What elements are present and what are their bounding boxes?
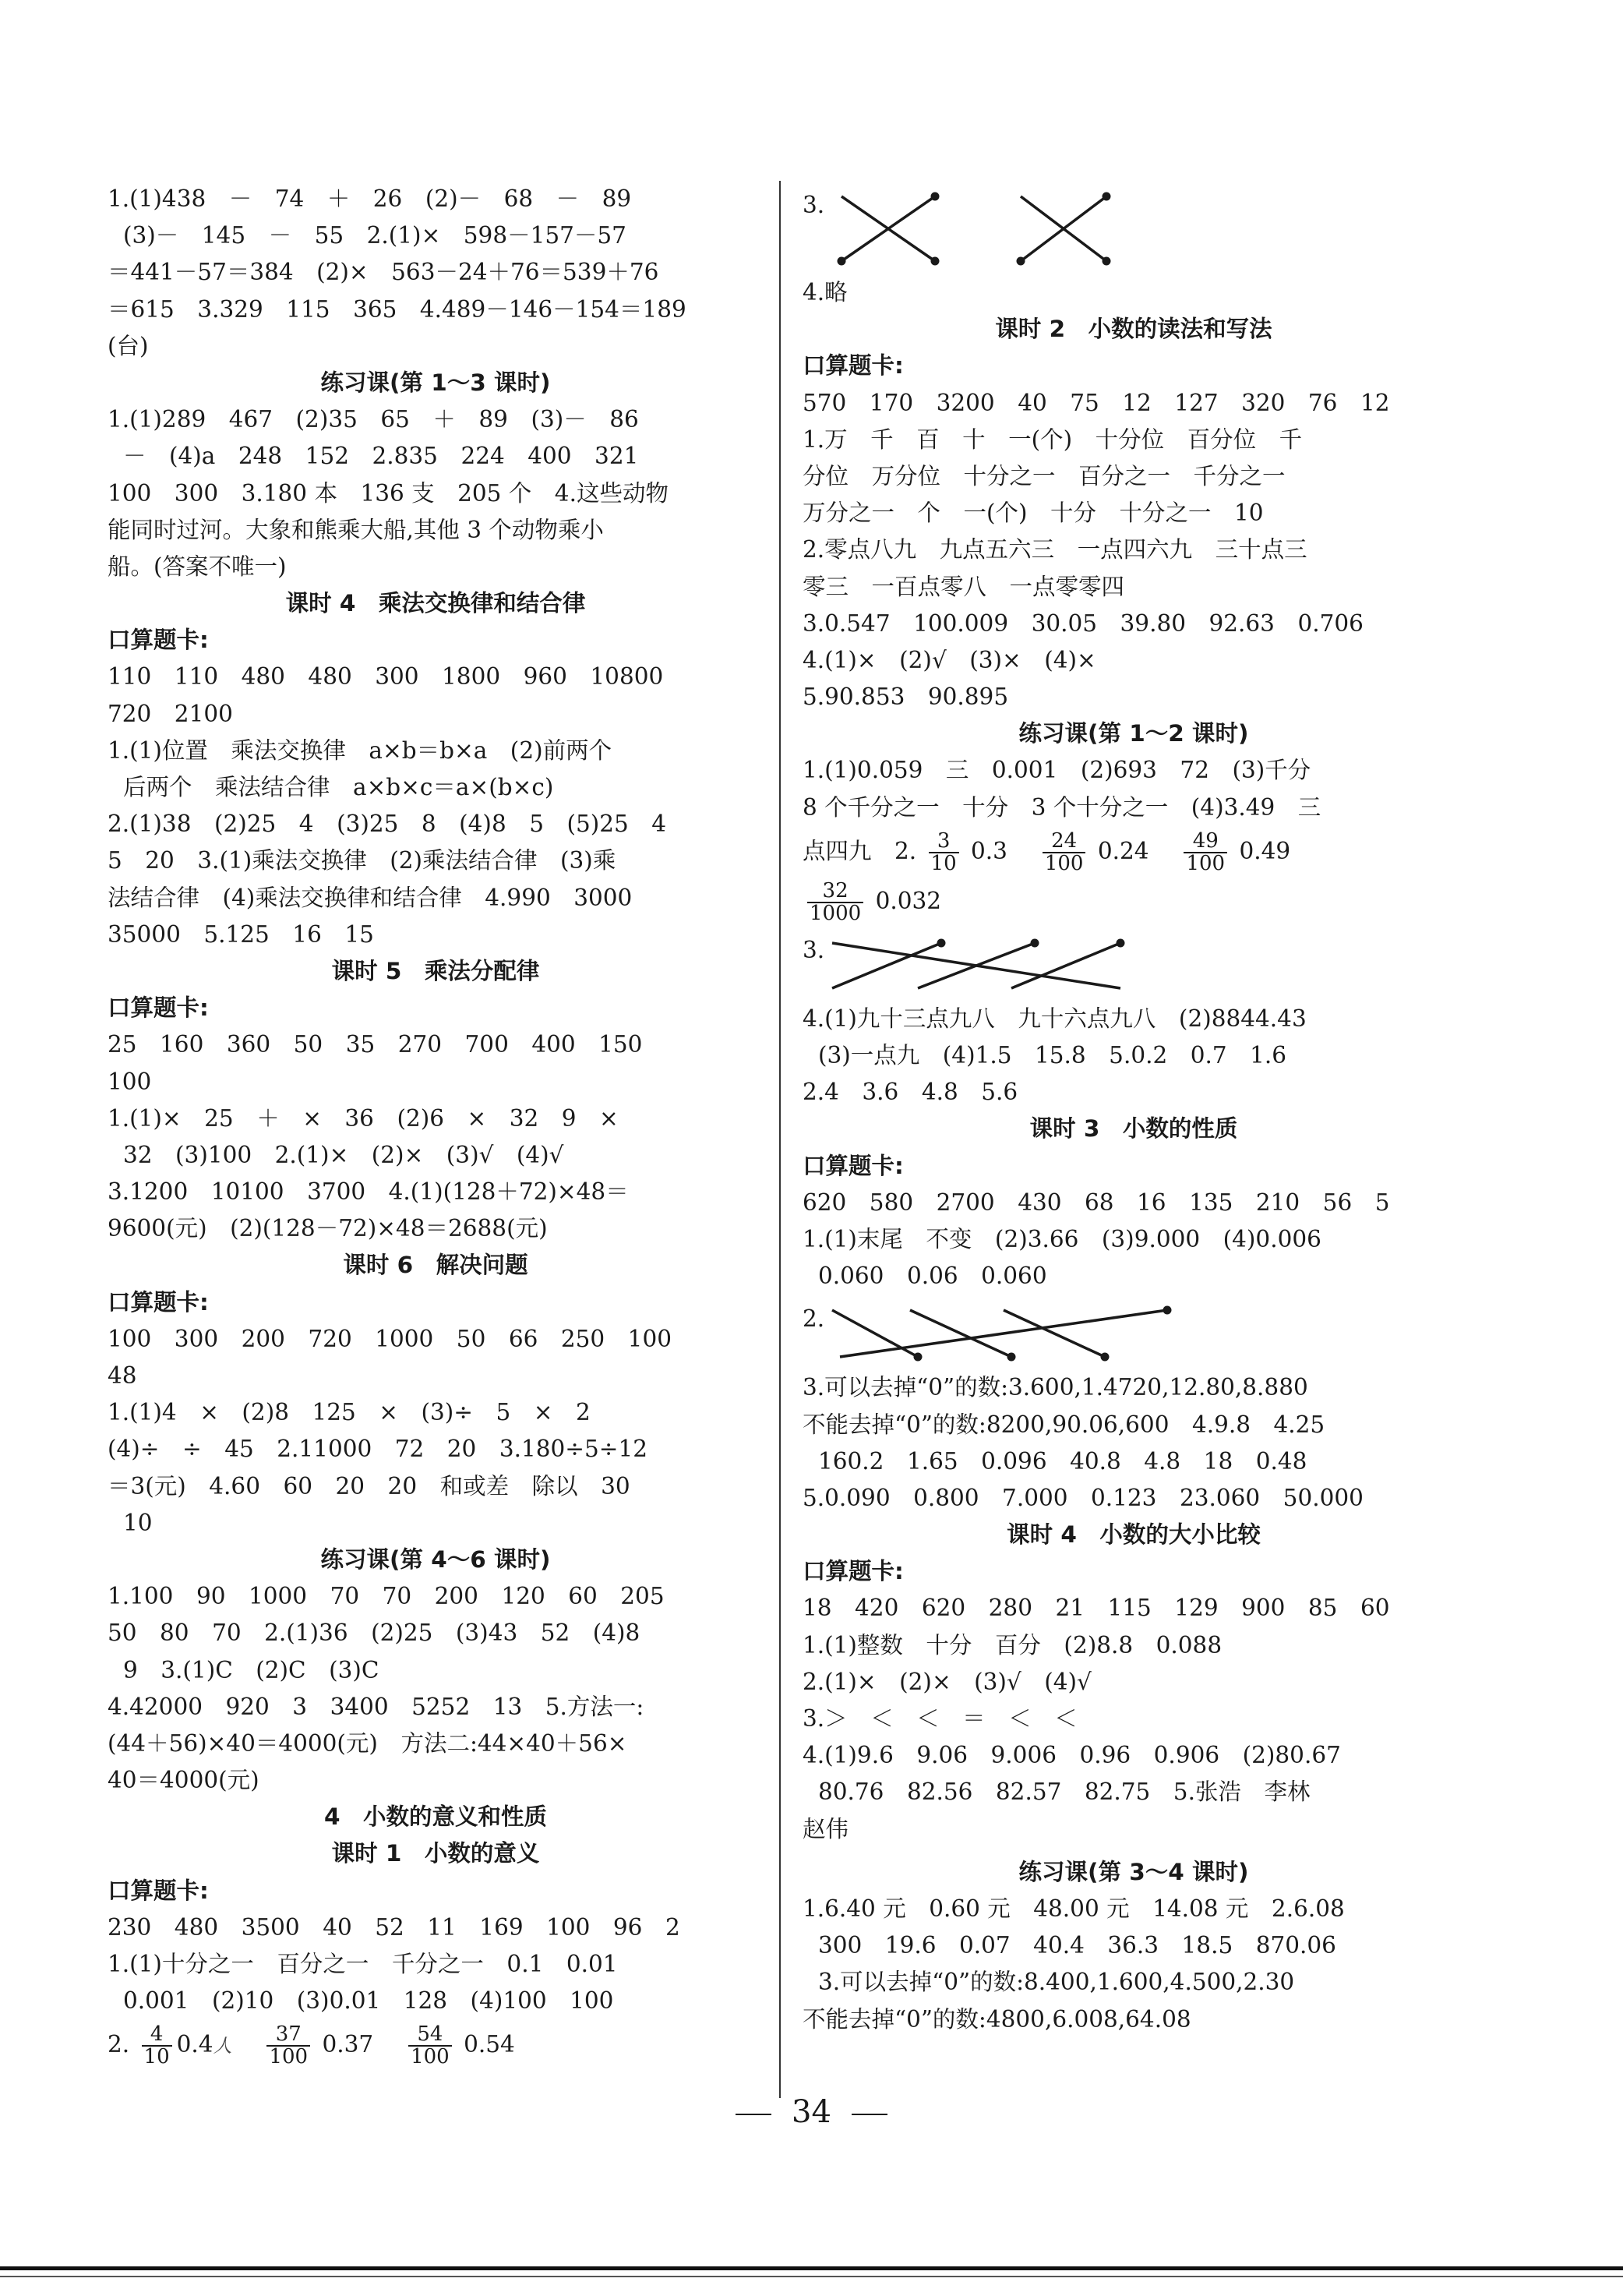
fraction: $\frac{4}{10}$ bbox=[142, 2024, 172, 2068]
section-heading: 课时 1 小数的意义 bbox=[331, 1840, 540, 1867]
answer-line: 9 3.(1)C (2)C (3)C bbox=[123, 1656, 379, 1683]
matching-figure-3 bbox=[803, 1295, 1465, 1369]
matching-lines-figure bbox=[824, 1295, 1214, 1369]
fraction-value: 0.032 bbox=[875, 887, 942, 914]
fraction-value: 0.3 bbox=[971, 837, 1007, 864]
answer-line: 4.(1)9.6 9.06 9.006 0.96 0.906 (2)80.67 bbox=[803, 1742, 1341, 1769]
answer-line: 1.(1)438 － 74 ＋ 26 (2)－ 68 － 89 bbox=[108, 185, 632, 212]
section-heading: 练习课(第 1～3 课时) bbox=[320, 369, 551, 396]
answer-line: 5 20 3.(1)乘法交换律 (2)乘法结合律 (3)乘 bbox=[108, 847, 616, 874]
answer-line: 1.(1)末尾 不变 (2)3.66 (3)9.000 (4)0.006 bbox=[803, 1225, 1321, 1252]
section-intro bbox=[108, 181, 764, 365]
fraction: $\frac{24}{100}$ bbox=[1043, 831, 1086, 875]
answer-line: 100 300 200 720 1000 50 66 250 100 bbox=[108, 1325, 672, 1352]
fraction: $\frac{37}{100}$ bbox=[266, 2024, 310, 2068]
answer-line: 48 bbox=[108, 1362, 137, 1389]
answer-line: 40＝4000(元) bbox=[108, 1767, 259, 1794]
section-heading: 练习课(第 4～6 课时) bbox=[320, 1545, 551, 1573]
answer-line: 570 170 3200 40 75 12 127 320 76 12 bbox=[803, 389, 1390, 416]
answer-line: 100 bbox=[108, 1068, 152, 1095]
answer-line: ＝441－57＝384 (2)× 563－24＋76＝539＋76 bbox=[108, 259, 659, 286]
fraction-value: 0.54 bbox=[464, 2031, 515, 2058]
left-column bbox=[108, 181, 764, 2069]
bottom-rule bbox=[0, 2266, 1623, 2270]
answer-line: 3.可以去掉“0”的数:3.600,1.4720,12.80,8.880 bbox=[803, 1374, 1308, 1401]
fraction-line bbox=[803, 876, 1465, 926]
answer-line: 法结合律 (4)乘法交换律和结合律 4.990 3000 bbox=[108, 884, 633, 911]
answer-line: 万分之一 个 一(个) 十分 十分之一 10 bbox=[803, 500, 1264, 527]
answer-line: 1.(1)十分之一 百分之一 千分之一 0.1 0.01 bbox=[108, 1951, 618, 1977]
answer-line: (44＋56)×40＝4000(元) 方法二:44×40＋56× bbox=[108, 1729, 627, 1757]
answer-line: 1.(1)0.059 三 0.001 (2)693 72 (3)千分 bbox=[803, 757, 1311, 784]
answer-line: (台) bbox=[108, 332, 149, 359]
fraction-line bbox=[803, 826, 1465, 876]
answer-line: 160.2 1.65 0.096 40.8 4.8 18 0.48 bbox=[818, 1447, 1307, 1475]
matching-lines-figure bbox=[824, 926, 1183, 1001]
answer-line: 80.76 82.56 82.57 82.75 5.张浩 李林 bbox=[818, 1779, 1311, 1806]
fraction: $\frac{3}{10}$ bbox=[929, 831, 959, 875]
oral-card-label: 口算题卡: bbox=[108, 1877, 209, 1904]
answer-line: 25 160 360 50 35 270 700 400 150 bbox=[108, 1031, 643, 1058]
answer-line: 3.1200 10100 3700 4.(1)(128＋72)×48＝ bbox=[108, 1178, 629, 1206]
item-number: 2. bbox=[803, 1305, 825, 1333]
section-heading: 课时 3 小数的性质 bbox=[1029, 1115, 1238, 1143]
answer-line: 4.42000 920 3 3400 5252 13 5.方法一: bbox=[108, 1693, 644, 1720]
fraction-value: 0.49 bbox=[1239, 837, 1291, 864]
answer-line: 4.(1)九十三点九八 九十六点九八 (2)8844.43 bbox=[803, 1005, 1307, 1032]
answer-line: － (4)a 248 152 2.835 224 400 321 bbox=[123, 443, 639, 470]
answer-line: 能同时过河。大象和熊乘大船,其他 3 个动物乘小 bbox=[108, 516, 604, 543]
fraction-line bbox=[108, 2019, 764, 2069]
answer-line: 5.0.090 0.800 7.000 0.123 23.060 50.000 bbox=[803, 1484, 1364, 1511]
answer-line: 32 (3)100 2.(1)× (2)× (3)√ (4)√ bbox=[123, 1141, 564, 1168]
answer-line: 2.4 3.6 4.8 5.6 bbox=[803, 1079, 1018, 1106]
section-heading: 课时 4 小数的大小比较 bbox=[1007, 1521, 1261, 1549]
oral-card-label: 口算题卡: bbox=[108, 994, 209, 1022]
column-divider bbox=[779, 181, 781, 2098]
answer-line: 3.0.547 100.009 30.05 39.80 92.63 0.706 bbox=[803, 609, 1364, 637]
answer-line: 赵伟 bbox=[803, 1815, 849, 1842]
section-heading: 练习课(第 3～4 课时) bbox=[1018, 1858, 1249, 1885]
fraction-value: 0.37 bbox=[322, 2031, 374, 2058]
cross-figure-1 bbox=[803, 181, 1465, 274]
fraction-line-prefix: 点四九 2. bbox=[803, 837, 917, 864]
fraction: $\frac{49}{100}$ bbox=[1184, 831, 1227, 875]
oral-card-label: 口算题卡: bbox=[803, 1558, 904, 1585]
bottom-rule-thin bbox=[0, 2276, 1623, 2277]
answer-line: (3)－ 145 － 55 2.(1)× 598－157－57 bbox=[123, 222, 626, 249]
answer-line: 8 个千分之一 十分 3 个十分之一 (4)3.49 三 bbox=[803, 793, 1321, 821]
answer-line: 分位 万分位 十分之一 百分之一 千分之一 bbox=[803, 462, 1286, 489]
answer-line: 2.(1)× (2)× (3)√ (4)√ bbox=[803, 1668, 1092, 1695]
answer-line: 不能去掉“0”的数:4800,6.008,64.08 bbox=[803, 2005, 1191, 2033]
answer-line: 1.6.40 元 0.60 元 48.00 元 14.08 元 2.6.08 bbox=[803, 1895, 1345, 1922]
item-number: 3. bbox=[803, 192, 825, 218]
oral-card-label: 口算题卡: bbox=[803, 1152, 904, 1179]
answer-line: 230 480 3500 40 52 11 169 100 96 2 bbox=[108, 1913, 680, 1941]
section-heading: 课时 2 小数的读法和写法 bbox=[995, 316, 1272, 343]
answer-line: 1.(1)× 25 ＋ × 36 (2)6 × 32 9 × bbox=[108, 1104, 619, 1132]
answer-line: 18 420 620 280 21 115 129 900 85 60 bbox=[803, 1595, 1390, 1622]
cross-lines-figure bbox=[826, 181, 1138, 274]
oral-card-label: 口算题卡: bbox=[108, 1288, 209, 1316]
answer-line: (3)一点九 (4)1.5 15.8 5.0.2 0.7 1.6 bbox=[818, 1042, 1287, 1069]
answer-line: 4.略 bbox=[803, 279, 848, 306]
section-heading: 课时 4 乘法交换律和结合律 bbox=[285, 590, 586, 617]
page-number: 34 bbox=[0, 2094, 1623, 2130]
answer-line: 0.001 (2)10 (3)0.01 128 (4)100 100 bbox=[123, 1987, 614, 2015]
answer-line: 9600(元) (2)(128－72)×48＝2688(元) bbox=[108, 1215, 548, 1242]
oral-card-label: 口算题卡: bbox=[803, 352, 904, 380]
answer-line: 0.060 0.06 0.060 bbox=[818, 1263, 1047, 1290]
answer-line: 船。(答案不唯一) bbox=[108, 553, 287, 580]
right-column bbox=[803, 181, 1465, 2038]
matching-figure-2 bbox=[803, 926, 1465, 1001]
item-number: 3. bbox=[803, 936, 825, 963]
section-heading: 课时 6 解决问题 bbox=[343, 1252, 528, 1279]
answer-line: 110 110 480 480 300 1800 960 10800 bbox=[108, 663, 664, 691]
oral-card-label: 口算题卡: bbox=[108, 627, 209, 654]
answer-line: 1.(1)位置 乘法交换律 a×b＝b×a (2)前两个 bbox=[108, 736, 612, 764]
answer-line: 100 300 3.180 本 136 支 205 个 4.这些动物 bbox=[108, 479, 669, 507]
handwritten-mark: 人 bbox=[213, 2035, 232, 2058]
answer-line: 35000 5.125 16 15 bbox=[108, 920, 374, 948]
fraction-value: 0.4 bbox=[176, 2031, 213, 2058]
item-number: 2. bbox=[108, 2031, 130, 2058]
section-heading: 练习课(第 1～2 课时) bbox=[1018, 720, 1249, 747]
answer-line: 720 2100 bbox=[108, 700, 233, 727]
fraction: $\frac{54}{100}$ bbox=[408, 2024, 452, 2068]
answer-line: 50 80 70 2.(1)36 (2)25 (3)43 52 (4)8 bbox=[108, 1620, 640, 1647]
answer-line: 零三 一百点零八 一点零零四 bbox=[803, 573, 1125, 600]
answer-line: 3.＞ ＜ ＜ ＝ ＜ ＜ bbox=[803, 1705, 1078, 1732]
answer-line: 后两个 乘法结合律 a×b×c＝a×(b×c) bbox=[123, 774, 554, 800]
answer-line: 300 19.6 0.07 40.4 36.3 18.5 870.06 bbox=[818, 1932, 1336, 1959]
answer-line: 1.(1)4 × (2)8 125 × (3)÷ 5 × 2 bbox=[108, 1399, 591, 1426]
answer-line: 2.(1)38 (2)25 4 (3)25 8 (4)8 5 (5)25 4 bbox=[108, 811, 667, 838]
answer-line: 3.可以去掉“0”的数:8.400,1.600,4.500,2.30 bbox=[818, 1969, 1295, 1996]
answer-line: 1.(1)289 467 (2)35 65 ＋ 89 (3)－ 86 bbox=[108, 406, 639, 433]
section-heading: 课时 5 乘法分配律 bbox=[331, 957, 540, 984]
answer-line: 5.90.853 90.895 bbox=[803, 684, 1009, 711]
answer-line: 不能去掉“0”的数:8200,90.06,600 4.9.8 4.25 bbox=[803, 1411, 1325, 1438]
unit-heading: 4 小数的意义和性质 bbox=[323, 1803, 548, 1831]
fraction-value: 0.24 bbox=[1097, 837, 1149, 864]
answer-line: ＝615 3.329 115 365 4.489－146－154＝189 bbox=[108, 295, 686, 323]
answer-line: 620 580 2700 430 68 16 135 210 56 5 bbox=[803, 1189, 1390, 1216]
answer-line: 2.零点八九 九点五六三 一点四六九 三十点三 bbox=[803, 536, 1307, 563]
answer-line: ＝3(元) 4.60 60 20 20 和或差 除以 30 bbox=[108, 1472, 630, 1499]
answer-line: 1.(1)整数 十分 百分 (2)8.8 0.088 bbox=[803, 1631, 1223, 1658]
answer-line: (4)÷ ÷ 45 2.11000 72 20 3.180÷5÷12 bbox=[108, 1436, 648, 1463]
answer-line: 10 bbox=[123, 1509, 153, 1536]
answer-line: 1.100 90 1000 70 70 200 120 60 205 bbox=[108, 1583, 665, 1610]
fraction: $\frac{32}{1000}$ bbox=[807, 881, 863, 925]
answer-line: 1.万 千 百 十 一(个) 十分位 百分位 千 bbox=[803, 426, 1303, 453]
answer-line: 4.(1)× (2)√ (3)× (4)× bbox=[803, 646, 1096, 673]
